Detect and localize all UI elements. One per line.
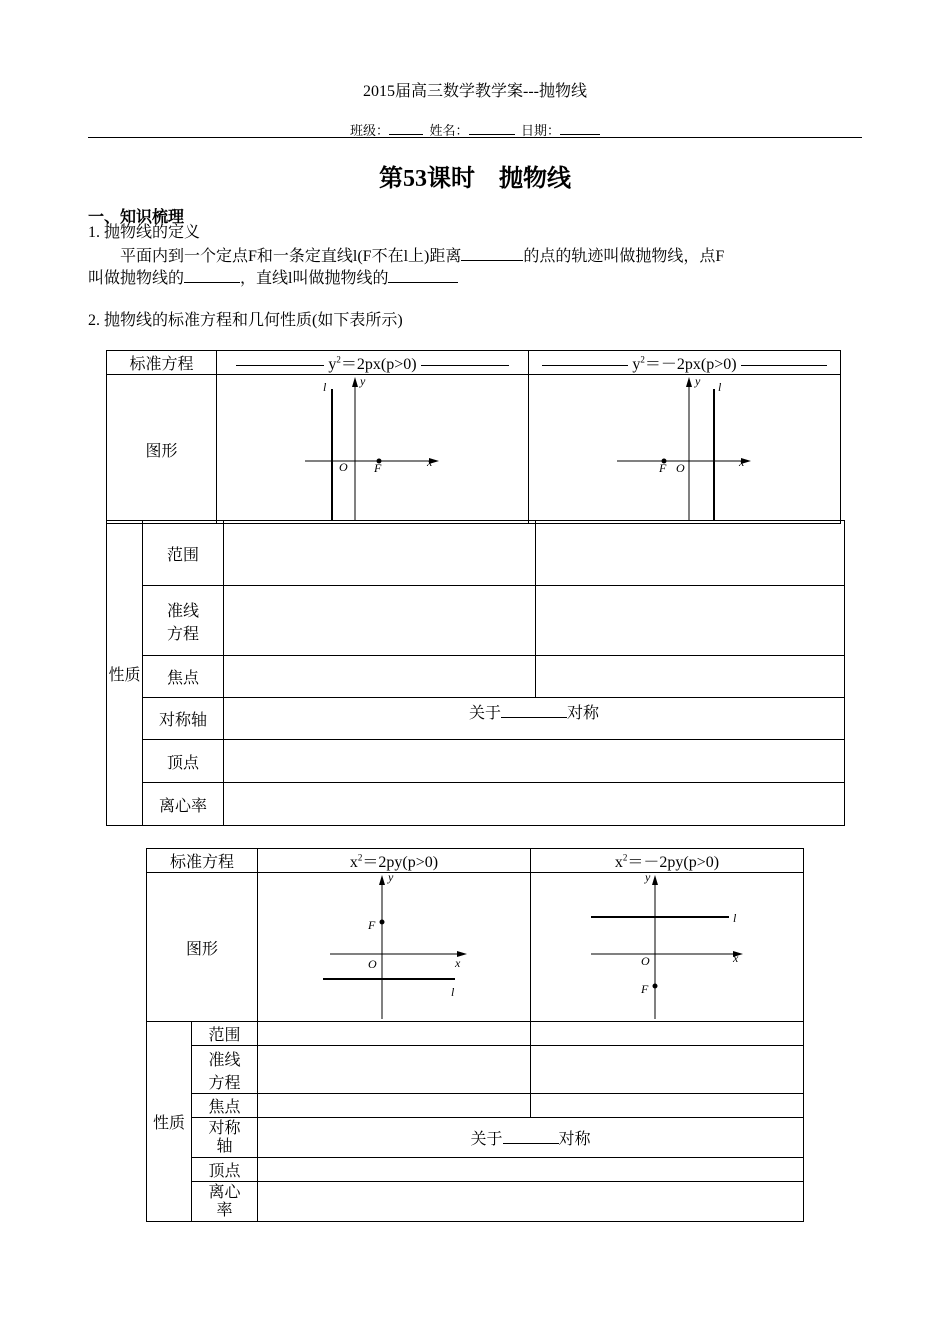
svg-text:F: F <box>374 461 382 475</box>
table2-figure-label: 图形 <box>147 873 258 1022</box>
t2-row-axis-label: 对称轴 <box>192 1118 258 1158</box>
svg-text:x: x <box>455 956 461 970</box>
figure-left-opening <box>529 375 841 524</box>
svg-text:F: F <box>659 461 667 475</box>
row-focus-label: 焦点 <box>143 656 224 698</box>
t2-cell-directrix-1[interactable] <box>258 1046 531 1094</box>
svg-text:x: x <box>427 455 433 469</box>
t2-cell-range-1[interactable] <box>258 1022 531 1046</box>
table1-header-label: 标准方程 <box>107 351 217 375</box>
header-rule <box>88 137 862 138</box>
t2-row-directrix-label: 准线方程 <box>192 1046 258 1094</box>
directrix-blank[interactable] <box>388 268 458 283</box>
svg-text:x: x <box>739 455 745 469</box>
t2-cell-axis: 关于 对称 <box>258 1118 804 1158</box>
cell-range-1[interactable] <box>224 521 536 586</box>
date-label: 日期： <box>521 123 561 138</box>
distance-blank[interactable] <box>461 246 523 261</box>
svg-text:l: l <box>718 380 722 394</box>
item1-title: 1. 抛物线的定义 <box>88 224 201 241</box>
definition-text-b: 的点的轨迹叫做抛物线，点F <box>523 248 725 265</box>
t2-row-focus-label: 焦点 <box>192 1094 258 1118</box>
t2-row-range-label: 范围 <box>192 1022 258 1046</box>
date-blank[interactable] <box>560 120 600 135</box>
t2-cell-range-2[interactable] <box>531 1022 804 1046</box>
t2-cell-focus-1[interactable] <box>258 1094 531 1118</box>
table1-top <box>106 350 841 524</box>
cell-focus-1[interactable] <box>224 656 536 698</box>
lesson-title: 第53课时 抛物线 <box>379 166 571 192</box>
cell-range-2[interactable] <box>536 521 845 586</box>
svg-text:y: y <box>388 873 394 884</box>
cell-directrix-1[interactable] <box>224 586 536 656</box>
row-range-label: 范围 <box>143 521 224 586</box>
row-axis-label: 对称轴 <box>143 698 224 740</box>
table2-property-label: 性质 <box>147 1022 192 1222</box>
definition-text-d: ，直线l叫做抛物线的 <box>240 270 389 287</box>
t2-cell-eccentricity[interactable] <box>258 1182 804 1222</box>
definition-text-a: 平面内到一个定点F和一条定直线l(F不在l上)距离 <box>120 248 462 265</box>
svg-text:y: y <box>360 375 366 388</box>
cell-vertex[interactable] <box>224 740 845 783</box>
t2-cell-focus-2[interactable] <box>531 1094 804 1118</box>
t2-cell-vertex[interactable] <box>258 1158 804 1182</box>
item2-title: 2. 抛物线的标准方程和几何性质(如下表所示) <box>88 312 403 329</box>
figure-up-opening <box>258 873 531 1022</box>
svg-text:y: y <box>695 375 701 388</box>
svg-text:l: l <box>733 911 737 925</box>
axis-blank[interactable] <box>501 703 567 718</box>
table1-eq-left: $y^2=-2px(p>0)$ <box>529 351 841 375</box>
row-directrix-label: 准线方程 <box>143 586 224 656</box>
figure-down-opening <box>531 873 804 1022</box>
t2-row-eccentricity-label: 离心率 <box>192 1182 258 1222</box>
section-heading: 一、知识梳理 <box>88 209 185 226</box>
t2-axis-blank[interactable] <box>503 1129 559 1144</box>
t2-row-vertex-label: 顶点 <box>192 1158 258 1182</box>
svg-text:x: x <box>733 951 739 965</box>
row-vertex-label: 顶点 <box>143 740 224 783</box>
focus-blank[interactable] <box>184 268 240 283</box>
svg-text:O: O <box>641 954 650 968</box>
t2-cell-directrix-2[interactable] <box>531 1046 804 1094</box>
cell-eccentricity[interactable] <box>224 783 845 826</box>
svg-text:O: O <box>676 461 685 475</box>
table2-eq-down: $x^2=-2py(p>0)$ <box>531 849 804 873</box>
svg-text:l: l <box>323 380 327 394</box>
table2-eq-up: $x^2=2py(p>0)$ <box>258 849 531 873</box>
name-blank[interactable] <box>469 120 515 135</box>
doc-header-title: 2015届高三数学教学案---抛物线 <box>363 83 587 100</box>
svg-text:O: O <box>339 460 348 474</box>
definition-text-c: 叫做抛物线的 <box>88 270 185 287</box>
definition-line-2 <box>88 266 458 292</box>
table1-property-label: 性质 <box>107 521 143 826</box>
cell-focus-2[interactable] <box>536 656 845 698</box>
name-label: 姓名： <box>429 123 469 138</box>
row-eccentricity-label: 离心率 <box>143 783 224 826</box>
table2-header-label: 标准方程 <box>147 849 258 873</box>
cell-directrix-2[interactable] <box>536 586 845 656</box>
svg-text:l: l <box>451 985 455 999</box>
table1-figure-label: 图形 <box>107 375 217 524</box>
svg-text:y: y <box>645 873 651 884</box>
class-label: 班级： <box>349 123 389 138</box>
class-blank[interactable] <box>389 120 423 135</box>
svg-text:F: F <box>641 982 649 996</box>
table1-properties <box>106 520 845 826</box>
table2 <box>146 848 804 1222</box>
svg-text:O: O <box>368 957 377 971</box>
cell-axis: 关于 对称 <box>224 698 845 740</box>
figure-right-opening <box>217 375 529 524</box>
table1-eq-right: $y^2=2px(p>0)$ <box>217 351 529 375</box>
svg-text:F: F <box>368 918 376 932</box>
